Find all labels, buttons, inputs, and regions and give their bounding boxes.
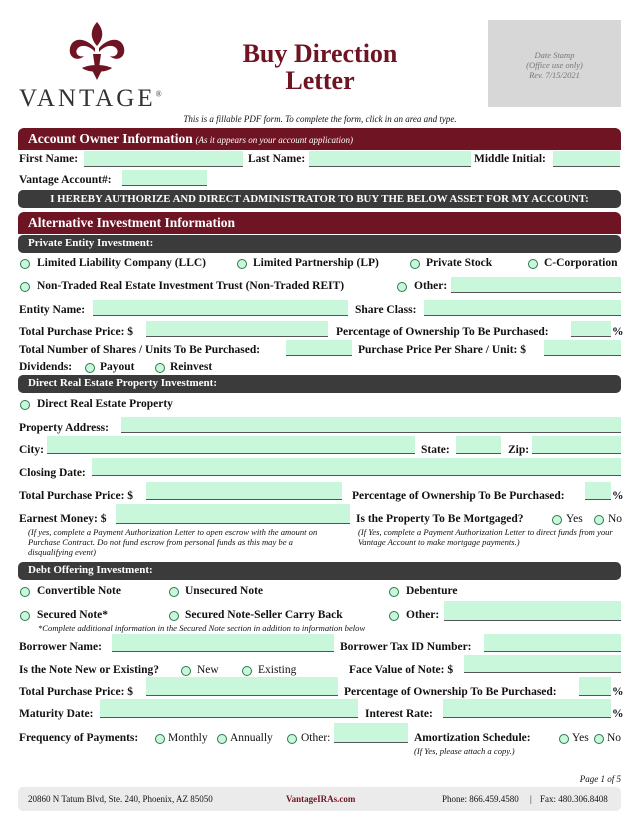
- reit-radio[interactable]: [20, 282, 30, 292]
- debt-offering-header: Debt Offering Investment:: [18, 562, 621, 580]
- last-name-label: Last Name:: [248, 153, 306, 165]
- amortization-no-radio[interactable]: [594, 734, 604, 744]
- earnest-money-field[interactable]: [116, 504, 350, 524]
- mortgaged-label: Is the Property To Be Mortgaged?: [356, 513, 524, 525]
- seller-carry-radio[interactable]: [169, 611, 179, 621]
- freq-other-label: Other:: [301, 732, 331, 744]
- amortization-note: (If Yes, please attach a copy.): [414, 746, 515, 756]
- middle-initial-label: Middle Initial:: [474, 153, 546, 165]
- ccorp-label: C-Corporation: [544, 257, 618, 269]
- payout-radio[interactable]: [85, 363, 95, 373]
- real-estate-radio[interactable]: [20, 400, 30, 410]
- private-other-label: Other:: [414, 280, 448, 292]
- borrower-tax-label: Borrower Tax ID Number:: [340, 641, 472, 653]
- unsecured-radio[interactable]: [169, 587, 179, 597]
- footer-fax: Fax: 480.306.8408: [540, 794, 608, 804]
- account-number-label: Vantage Account#:: [19, 174, 112, 186]
- private-other-radio[interactable]: [397, 282, 407, 292]
- dividends-label: Dividends:: [19, 361, 73, 373]
- footer-separator: |: [530, 794, 532, 804]
- mortgage-note: (If Yes, complete a Payment Authorization Letter to direct funds from your Vantage Account to make mortgage payments.): [358, 527, 613, 547]
- borrower-name-field[interactable]: [112, 634, 334, 652]
- maturity-date-field[interactable]: [100, 699, 358, 718]
- amortization-label: Amortization Schedule:: [414, 732, 531, 744]
- earnest-money-label: Earnest Money: $: [19, 513, 107, 525]
- lp-radio[interactable]: [237, 259, 247, 269]
- reit-label: Non-Traded Real Estate Investment Trust (Non-Traded REIT): [37, 280, 345, 292]
- city-label: City:: [19, 444, 44, 456]
- page-number: Page 1 of 5: [579, 774, 621, 784]
- interest-rate-field[interactable]: [443, 699, 611, 718]
- existing-radio[interactable]: [242, 666, 252, 676]
- face-value-field[interactable]: [464, 655, 621, 673]
- llc-label: Limited Liability Company (LLC): [37, 257, 207, 269]
- price-per-share-field[interactable]: [544, 340, 621, 356]
- debt-total-price-label: Total Purchase Price: $: [19, 686, 134, 698]
- convertible-label: Convertible Note: [37, 585, 121, 597]
- private-pct-sign: %: [612, 326, 624, 338]
- total-shares-label: Total Number of Shares / Units To Be Purchased:: [19, 344, 261, 356]
- private-stock-radio[interactable]: [410, 259, 420, 269]
- vantage-logo-icon: [62, 18, 132, 82]
- logo-text: VANTAGE®: [19, 85, 165, 112]
- state-field[interactable]: [456, 436, 501, 454]
- alt-investment-header: Alternative Investment Information: [18, 212, 621, 234]
- share-class-field[interactable]: [424, 300, 621, 316]
- secured-note: *Complete additional information in the Secured Note section in addition to information below: [38, 623, 366, 633]
- frequency-label: Frequency of Payments:: [19, 732, 139, 744]
- total-shares-field[interactable]: [286, 340, 352, 356]
- freq-other-field[interactable]: [334, 723, 408, 743]
- page-title: Buy Direction Letter: [242, 39, 398, 95]
- monthly-label: Monthly: [168, 732, 208, 744]
- freq-other-radio[interactable]: [287, 734, 297, 744]
- footer-phone: Phone: 866.459.4580: [442, 794, 519, 804]
- real-estate-label: Direct Real Estate Property: [37, 398, 173, 410]
- zip-field[interactable]: [532, 436, 621, 454]
- payout-label: Payout: [100, 361, 135, 373]
- convertible-radio[interactable]: [20, 587, 30, 597]
- lp-label: Limited Partnership (LP): [253, 257, 379, 269]
- footer-website[interactable]: VantageIRAs.com: [286, 794, 356, 804]
- borrower-name-label: Borrower Name:: [19, 641, 102, 653]
- private-pct-ownership-label: Percentage of Ownership To Be Purchased:: [336, 326, 549, 338]
- debt-other-label: Other:: [406, 609, 440, 621]
- private-total-price-label: Total Purchase Price: $: [19, 326, 134, 338]
- debt-pct-sign: %: [612, 686, 624, 698]
- first-name-label: First Name:: [19, 153, 79, 165]
- re-pct-sign: %: [612, 490, 624, 502]
- instructions: This is a fillable PDF form. To complete the form, click in an area and type.: [183, 114, 457, 124]
- re-pct-ownership-field[interactable]: [585, 482, 611, 500]
- debt-other-radio[interactable]: [389, 611, 399, 621]
- mortgaged-no-label: No: [608, 513, 623, 525]
- private-entity-header: Private Entity Investment:: [18, 235, 621, 253]
- authorize-banner: I HEREBY AUTHORIZE AND DIRECT ADMINISTRATOR TO BUY THE BELOW ASSET FOR MY ACCOUNT:: [18, 190, 621, 208]
- interest-pct-sign: %: [612, 708, 624, 720]
- maturity-date-label: Maturity Date:: [19, 708, 94, 720]
- closing-date-label: Closing Date:: [19, 467, 86, 479]
- account-section-header: Account Owner Information (As it appears on your account application): [18, 128, 621, 150]
- amortization-no-label: No: [607, 732, 622, 744]
- footer-address: 20860 N Tatum Blvd, Ste. 240, Phoenix, AZ 85050: [28, 794, 213, 804]
- seller-carry-label: Secured Note-Seller Carry Back: [185, 609, 343, 621]
- secured-label: Secured Note*: [37, 609, 109, 621]
- re-total-price-label: Total Purchase Price: $: [19, 490, 134, 502]
- debt-other-field[interactable]: [444, 601, 621, 621]
- new-label: New: [197, 664, 219, 676]
- mortgaged-yes-radio[interactable]: [552, 515, 562, 525]
- new-existing-label: Is the Note New or Existing?: [19, 664, 160, 676]
- debenture-label: Debenture: [406, 585, 458, 597]
- city-field[interactable]: [47, 436, 415, 454]
- account-number-field[interactable]: [122, 170, 207, 186]
- property-address-label: Property Address:: [19, 422, 109, 434]
- debt-pct-ownership-label: Percentage of Ownership To Be Purchased:: [344, 686, 557, 698]
- monthly-radio[interactable]: [155, 734, 165, 744]
- mortgaged-yes-label: Yes: [566, 513, 583, 525]
- property-address-field[interactable]: [121, 417, 621, 433]
- last-name-field[interactable]: [309, 151, 471, 167]
- re-total-price-field[interactable]: [146, 482, 342, 500]
- private-pct-ownership-field[interactable]: [571, 321, 611, 337]
- annually-label: Annually: [230, 732, 273, 744]
- amortization-yes-radio[interactable]: [559, 734, 569, 744]
- reinvest-label: Reinvest: [170, 361, 213, 373]
- entity-name-label: Entity Name:: [19, 304, 86, 316]
- date-stamp-box: Date Stamp (Office use only) Rev. 7/15/2021: [488, 20, 621, 107]
- zip-label: Zip:: [508, 444, 530, 456]
- middle-initial-field[interactable]: [553, 151, 620, 167]
- new-radio[interactable]: [181, 666, 191, 676]
- unsecured-label: Unsecured Note: [185, 585, 264, 597]
- private-other-field[interactable]: [451, 277, 621, 293]
- borrower-tax-field[interactable]: [484, 634, 621, 652]
- debt-pct-ownership-field[interactable]: [579, 677, 611, 696]
- llc-radio[interactable]: [20, 259, 30, 269]
- debenture-radio[interactable]: [389, 587, 399, 597]
- closing-date-field[interactable]: [92, 458, 621, 476]
- secured-radio[interactable]: [20, 611, 30, 621]
- reinvest-radio[interactable]: [155, 363, 165, 373]
- debt-total-price-field[interactable]: [146, 677, 338, 696]
- existing-label: Existing: [258, 664, 297, 676]
- first-name-field[interactable]: [84, 151, 243, 167]
- mortgaged-no-radio[interactable]: [594, 515, 604, 525]
- private-total-price-field[interactable]: [146, 321, 328, 337]
- footer-bar: [18, 787, 621, 811]
- amortization-yes-label: Yes: [572, 732, 589, 744]
- price-per-share-label: Purchase Price Per Share / Unit: $: [358, 344, 526, 356]
- annually-radio[interactable]: [217, 734, 227, 744]
- share-class-label: Share Class:: [355, 304, 417, 316]
- state-label: State:: [421, 444, 450, 456]
- earnest-money-note: (If yes, complete a Payment Authorization Letter to open escrow with the amount on Purchase Contract. Do not fund escrow from personal funds as this may be a disqualifying event): [28, 527, 318, 557]
- face-value-label: Face Value of Note: $: [349, 664, 454, 676]
- ccorp-radio[interactable]: [528, 259, 538, 269]
- entity-name-field[interactable]: [93, 300, 348, 316]
- interest-rate-label: Interest Rate:: [365, 708, 433, 720]
- re-pct-ownership-label: Percentage of Ownership To Be Purchased:: [352, 490, 565, 502]
- private-stock-label: Private Stock: [426, 257, 493, 269]
- real-estate-header: Direct Real Estate Property Investment:: [18, 375, 621, 393]
